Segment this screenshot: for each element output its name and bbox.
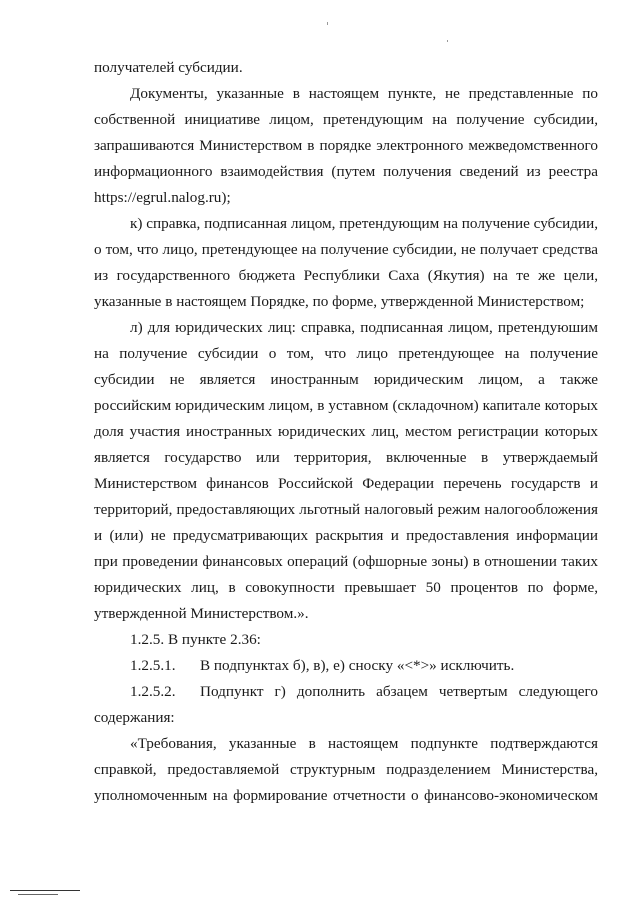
- paragraph-item-l: л) для юридических лиц: справка, подписанная лицом, претендуюшим на получение субсидии о том, что лицо претендующее на получение субсидии не является иностранным юридическим лицом, а также российским юридическим лицом, в уставном (складочном) капитале которых доля участия иностранных юридических лиц, местом регистрации которых является государство или территория, включенные в утверждаемый Министерством финансов Российской Федерации перечень государств и территорий, предоставляющих льготный налоговый режим налогообложения и (или) не предусматривающих раскрытия и предоставления информации при проведении финансовых операций (офшорные зоны) в отношении таких юридических лиц, в совокупности превышает 50 процентов по форме, утвержденной Министерством.».: [94, 319, 598, 622]
- paragraph-1-2-5-1: [94, 653, 598, 679]
- footnote-separator: [18, 894, 58, 895]
- paragraph-item-k: к) справка, подписанная лицом, претендующим на получение субсидии, о том, что лицо, претендующее на получение субсидии, не получает средства из государственного бюджета Республики Саха (Якутия) на те же цели, указанные в настоящем Порядке, по форме, утвержденной Министерством;: [94, 215, 598, 310]
- item-number: 1.2.5.1.: [130, 657, 176, 674]
- paragraph-requirements: «Требования, указанные в настоящем подпункте подтверждаются справкой, предоставляемой структурным подразделением Министерства, уполномоченным на формирование отчетности о финансово-экономическом: [94, 735, 598, 804]
- item-number: 1.2.5.2.: [130, 683, 176, 700]
- scan-mark: [447, 40, 448, 42]
- footnote-separator: [10, 890, 80, 891]
- paragraph-1-2-5-2: [94, 679, 598, 705]
- paragraph-continuation: получателей субсидии.: [94, 59, 243, 76]
- paragraph-1-2-5-2-continuation: содержания:: [94, 709, 175, 726]
- document-body: [94, 55, 598, 809]
- paragraph-1-2-5: 1.2.5. В пункте 2.36:: [130, 631, 261, 648]
- item-text: В подпунктах б), в), е) сноску «<*>» исключить.: [200, 657, 515, 674]
- scan-mark: [327, 22, 328, 25]
- paragraph-documents: Документы, указанные в настоящем пункте, не представленные по собственной инициативе лицом, претендующим на получение субсидии, запрашиваются Министерством в порядке электронного межведомственного информационного взаимодействия (путем получения сведений из реестра https://egrul.nalog.ru);: [94, 85, 598, 206]
- item-text: Подпункт г) дополнить абзацем четвертым следующего: [200, 683, 598, 700]
